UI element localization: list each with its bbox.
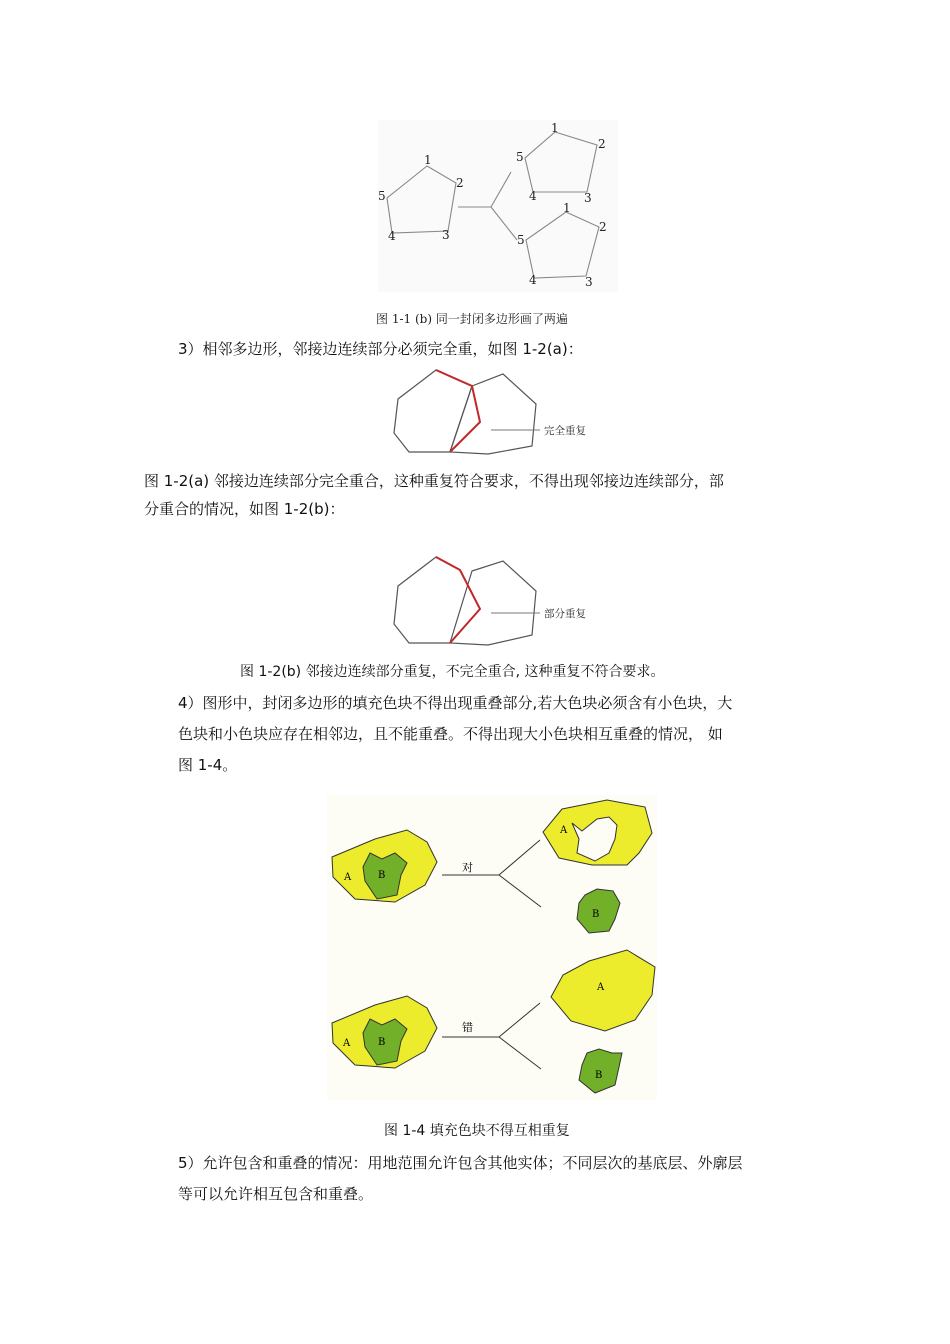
vertex-label: 4 bbox=[529, 189, 537, 203]
figure-1-2a bbox=[388, 366, 594, 458]
paragraph-4-line1: 4）图形中，封闭多边形的填充色块不得出现重叠部分,若大色块必须含有小色块，大 bbox=[178, 694, 733, 712]
vertex-label: 2 bbox=[599, 220, 607, 234]
shared-edge bbox=[436, 370, 480, 452]
label-complete-overlap: 完全重复 bbox=[544, 425, 586, 437]
vertex-label: 5 bbox=[517, 233, 525, 247]
vertex-label: 2 bbox=[598, 137, 606, 151]
label-b: B bbox=[378, 870, 386, 881]
paragraph-2a-line1: 图 1-2(a) 邻接边连续部分完全重合，这种重复符合要求，不得出现邻接边连续部分，部 bbox=[144, 472, 724, 490]
label-a: A bbox=[560, 825, 568, 836]
label-partial-overlap: 部分重复 bbox=[544, 608, 586, 620]
figure-1-2b-caption: 图 1-2(b) 邻接边连续部分重复，不完全重合, 这种重复不符合要求。 bbox=[240, 664, 665, 680]
label-correct: 对 bbox=[462, 861, 473, 874]
figure-1-4-caption: 图 1-4 填充色块不得互相重复 bbox=[384, 1123, 570, 1139]
label-a: A bbox=[344, 872, 352, 883]
label-b: B bbox=[378, 1037, 386, 1048]
figure-1-4 bbox=[327, 795, 657, 1100]
vertex-label: 1 bbox=[424, 153, 432, 167]
figure-1-2b bbox=[388, 553, 594, 647]
vertex-label: 5 bbox=[516, 150, 524, 164]
label-b: B bbox=[595, 1070, 603, 1081]
partial-edge bbox=[436, 557, 480, 643]
paragraph-4-line3: 图 1-4。 bbox=[178, 756, 238, 774]
label-wrong: 错 bbox=[462, 1021, 473, 1034]
paragraph-5-line2: 等可以允许相互包含和重叠。 bbox=[178, 1185, 374, 1203]
paragraph-2a-line2: 分重合的情况，如图 1-2(b)： bbox=[144, 500, 345, 518]
vertex-label: 3 bbox=[584, 191, 592, 205]
vertex-label: 4 bbox=[388, 229, 396, 243]
vertex-label: 3 bbox=[442, 228, 450, 242]
figure-1-1-caption: 图 1-1 (b) 同一封闭多边形画了两遍 bbox=[376, 312, 568, 326]
paragraph-4-line2: 色块和小色块应存在相邻边，且不能重叠。不得出现大小色块相互重叠的情况， 如 bbox=[178, 725, 723, 743]
vertex-label: 2 bbox=[456, 176, 464, 190]
figure-1-1b bbox=[378, 120, 618, 292]
vertex-label: 4 bbox=[529, 273, 537, 287]
vertex-label: 3 bbox=[585, 275, 593, 289]
vertex-label: 1 bbox=[551, 121, 559, 135]
label-a: A bbox=[343, 1038, 351, 1049]
label-b: B bbox=[592, 909, 600, 920]
label-a: A bbox=[597, 982, 605, 993]
paragraph-5-line1: 5）允许包含和重叠的情况：用地范围允许包含其他实体；不同层次的基底层、外廓层 bbox=[178, 1154, 743, 1172]
paragraph-3: 3）相邻多边形，邻接边连续部分必须完全重，如图 1-2(a)： bbox=[178, 340, 583, 358]
vertex-label: 1 bbox=[563, 201, 571, 215]
vertex-label: 5 bbox=[378, 189, 386, 203]
